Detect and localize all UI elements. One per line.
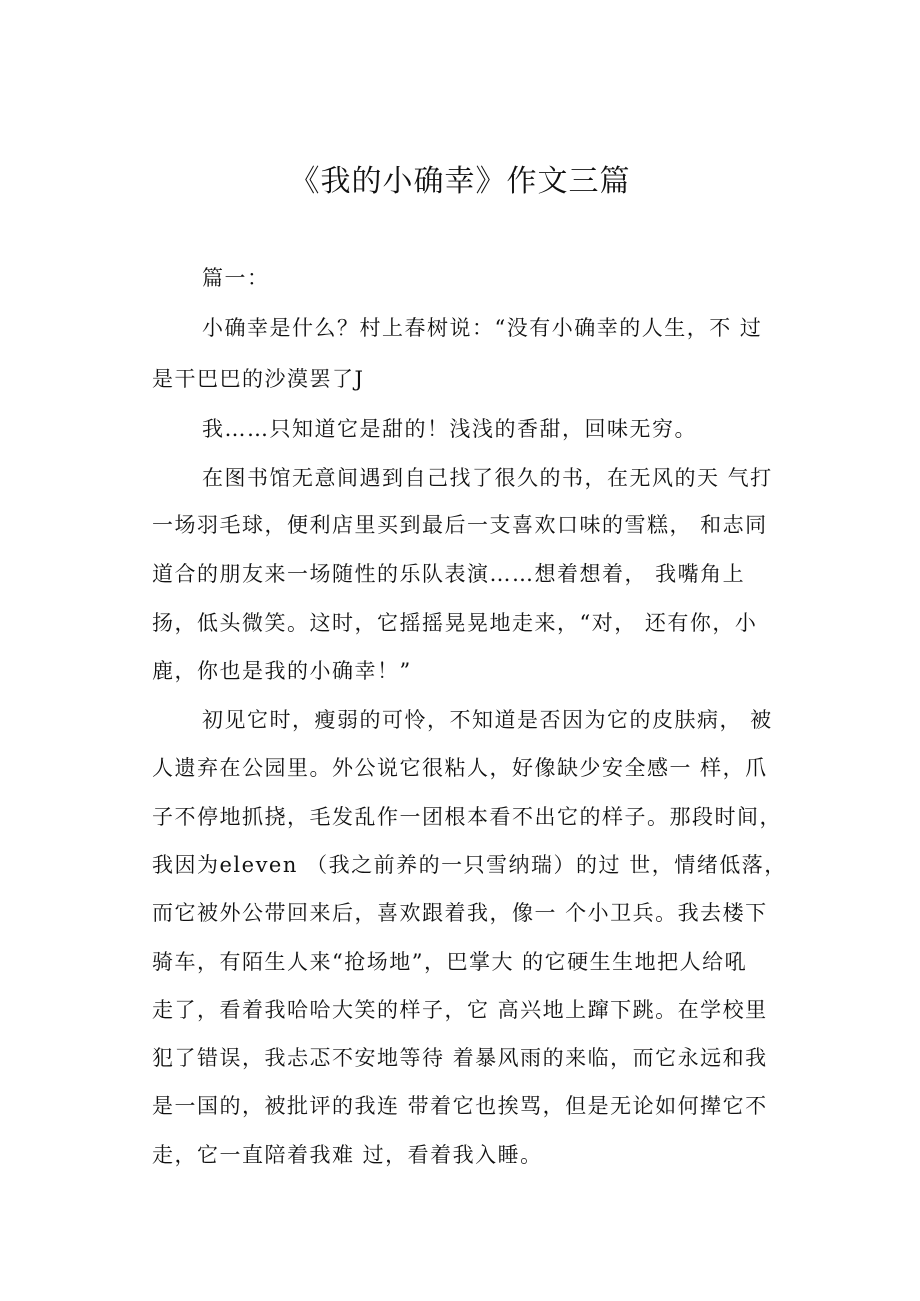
paragraph-line: 我因为eleven （我之前养的一只雪纳瑞）的过 世，情绪低落，	[152, 853, 787, 877]
paragraph-line: 是一国的，被批评的我连 带着它也挨骂，但是无论如何撵它不	[152, 1094, 768, 1118]
paragraph-line: 我……只知道它是甜的！浅浅的香甜，回味无穷。	[202, 417, 697, 441]
document-title: 《我的小确幸》作文三篇	[289, 164, 631, 199]
paragraph-line: 犯了错误，我忐忑不安地等待 着暴风雨的来临，而它永远和我	[152, 1046, 768, 1070]
paragraph-line: 子不停地抓挠，毛发乱作一团根本看不出它的样子。那段时间，	[152, 805, 782, 829]
paragraph-line: 走了，看着我哈哈大笑的样子，它 高兴地上蹿下跳。在学校里	[152, 998, 768, 1022]
paragraph-line: 在图书馆无意间遇到自己找了很久的书，在无风的天 气打	[202, 466, 773, 490]
paragraph-line: 道合的朋友来一场随性的乐队表演……想着想着， 我嘴角上	[152, 562, 746, 586]
section-heading: 篇一：	[202, 266, 270, 290]
paragraph-line: 小确幸是什么？村上春树说：“没有小确幸的人生，不 过	[202, 316, 763, 340]
paragraph-line: 人遗弃在公园里。外公说它很粘人，好像缺少安全感一 样，爪	[152, 756, 768, 780]
paragraph-line: 是干巴巴的沙漠罢了J	[152, 367, 365, 391]
paragraph-line: 一场羽毛球，便利店里买到最后一支喜欢口味的雪糕， 和志同	[152, 513, 768, 537]
paragraph-line: 走，它一直陪着我难 过，看着我入睡。	[152, 1143, 543, 1167]
paragraph-line: 扬，低头微笑。这时，它摇摇晃晃地走来，“对， 还有你，小	[152, 611, 758, 635]
paragraph-line: 骑车，有陌生人来“抢场地”，巴掌大 的它硬生生地把人给吼	[152, 950, 748, 974]
paragraph-line: 鹿，你也是我的小确幸！”	[152, 659, 412, 683]
paragraph-line: 初见它时，瘦弱的可怜，不知道是否因为它的皮肤病， 被	[202, 708, 773, 732]
paragraph-line: 而它被外公带回来后，喜欢跟着我，像一 个小卫兵。我去楼下	[152, 901, 768, 925]
